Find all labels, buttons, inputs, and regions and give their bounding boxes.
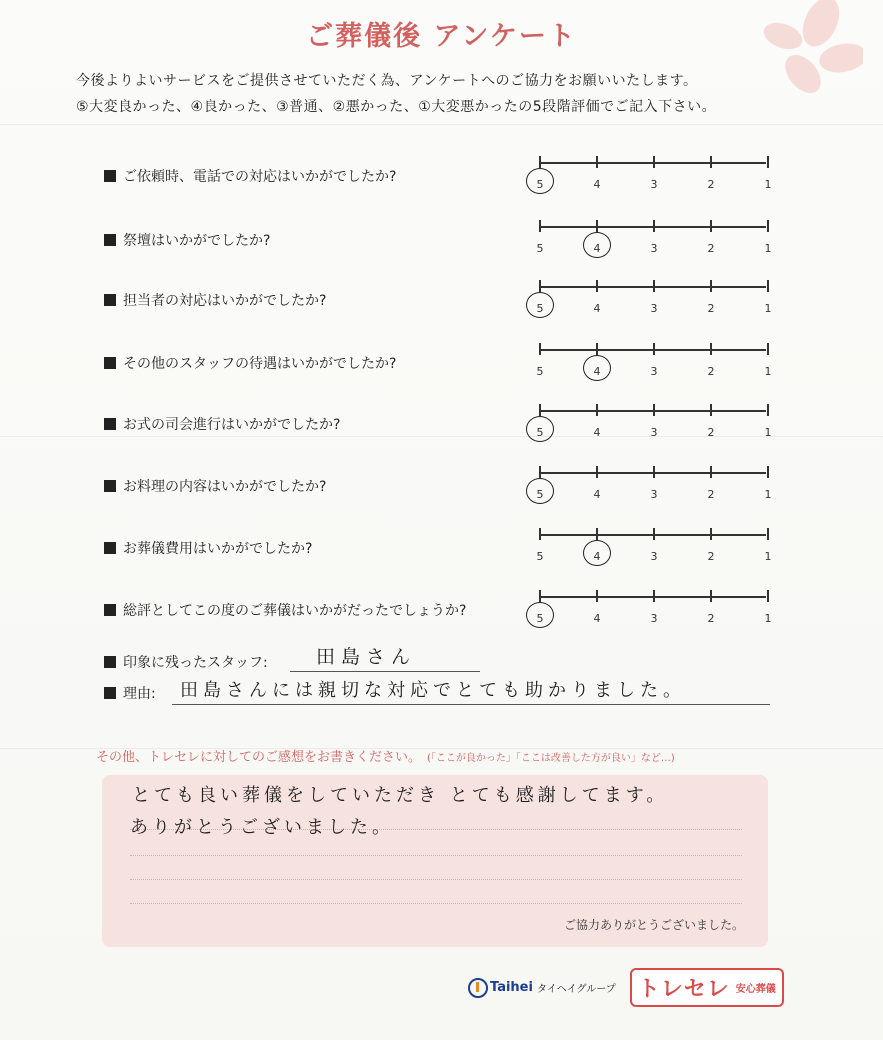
- question-text: 祭壇はいかがでしたか?: [123, 233, 271, 249]
- scale-number[interactable]: 1: [764, 242, 772, 255]
- question-text: ご依頼時、電話での対応はいかがでしたか?: [123, 169, 397, 185]
- reason-underline: [172, 704, 770, 705]
- scale-tick: [710, 404, 712, 416]
- scale-tick: [710, 528, 712, 540]
- question-3: [104, 290, 326, 310]
- selected-rating-circle: [583, 232, 611, 258]
- scale-number[interactable]: 2: [707, 365, 715, 378]
- rating-scale-2[interactable]: [526, 220, 786, 266]
- scale-number[interactable]: 4: [593, 365, 601, 378]
- scale-tick: [596, 280, 598, 292]
- scale-number[interactable]: 5: [536, 550, 544, 563]
- question-6: [104, 476, 326, 496]
- scale-number[interactable]: 4: [593, 426, 601, 439]
- scale-number[interactable]: 3: [650, 178, 658, 191]
- scale-number[interactable]: 3: [650, 612, 658, 625]
- reason-value[interactable]: 田島さんには親切な対応でとても助かりました。: [180, 680, 686, 701]
- scale-tick: [539, 220, 541, 232]
- torecele-brand: トレセレ: [637, 977, 730, 1002]
- scale-tick: [767, 343, 769, 355]
- scale-number[interactable]: 2: [707, 426, 715, 439]
- other-comments-hint: (「ここが良かった」「ここは改善した方が良い」など…): [427, 753, 675, 764]
- bullet-square-icon: [104, 357, 116, 369]
- scale-tick: [767, 156, 769, 168]
- torecele-sub: 安心葬儀: [735, 984, 776, 995]
- staff-field: [104, 652, 268, 672]
- intro-line-1: 今後よりよいサービスをご提供させていただく為、アンケートへのご協力をお願いいたします。: [76, 73, 698, 89]
- scale-tick: [596, 404, 598, 416]
- scale-tick: [653, 590, 655, 602]
- scale-number[interactable]: 4: [593, 550, 601, 563]
- scale-number[interactable]: 3: [650, 488, 658, 501]
- bullet-square-icon: [104, 687, 116, 699]
- question-text: お式の司会進行はいかがでしたか?: [123, 417, 341, 433]
- scale-number[interactable]: 2: [707, 242, 715, 255]
- scale-tick: [710, 343, 712, 355]
- question-text: お葬儀費用はいかがでしたか?: [123, 541, 313, 557]
- taihei-group: タイヘイグループ: [536, 984, 616, 995]
- scale-tick: [539, 466, 541, 478]
- comment-box[interactable]: [102, 775, 768, 947]
- scale-tick: [710, 280, 712, 292]
- scale-number[interactable]: 1: [764, 612, 772, 625]
- scale-number[interactable]: 1: [764, 178, 772, 191]
- scale-tick: [539, 280, 541, 292]
- taihei-logo: [468, 978, 616, 998]
- question-8: [104, 600, 466, 620]
- bullet-square-icon: [104, 234, 116, 246]
- scale-number[interactable]: 5: [536, 612, 544, 625]
- page-title: ご葬儀後 アンケート: [306, 21, 577, 52]
- staff-label: 印象に残ったスタッフ:: [123, 655, 268, 671]
- selected-rating-circle: [526, 478, 554, 504]
- selected-rating-circle: [526, 416, 554, 442]
- comment-line-2: ありがとうございました。: [130, 817, 394, 838]
- scale-number[interactable]: 5: [536, 365, 544, 378]
- scale-tick: [653, 466, 655, 478]
- bullet-square-icon: [104, 480, 116, 492]
- scale-tick: [539, 156, 541, 168]
- thanks-message: ご協力ありがとうございました。: [563, 918, 744, 932]
- question-text: 総評としてこの度のご葬儀はいかがだったでしょうか?: [123, 603, 467, 619]
- footer-logos: [468, 968, 784, 1007]
- scale-number[interactable]: 1: [764, 550, 772, 563]
- scale-number[interactable]: 5: [536, 426, 544, 439]
- scale-number[interactable]: 3: [650, 365, 658, 378]
- scale-number[interactable]: 4: [593, 178, 601, 191]
- comment-line-1: とても良い葬儀をしていただき とても感謝してます。: [132, 785, 669, 806]
- question-4: [104, 353, 396, 373]
- scale-tick: [653, 528, 655, 540]
- other-comments-label: [96, 746, 675, 765]
- selected-rating-circle: [526, 602, 554, 628]
- scale-tick: [653, 220, 655, 232]
- scale-number[interactable]: 4: [593, 242, 601, 255]
- scale-number[interactable]: 3: [650, 550, 658, 563]
- other-comments-title: その他、トレセレに対してのご感想をお書きください。: [96, 750, 422, 765]
- taihei-name: Taihei: [490, 980, 533, 995]
- bullet-square-icon: [104, 294, 116, 306]
- staff-underline: [290, 671, 480, 672]
- question-1: [104, 166, 396, 186]
- ruled-line: [130, 879, 742, 880]
- question-5: [104, 414, 340, 434]
- scale-tick: [653, 404, 655, 416]
- scale-tick: [539, 404, 541, 416]
- ruled-line: [130, 855, 742, 856]
- scale-number[interactable]: 1: [764, 365, 772, 378]
- question-text: 担当者の対応はいかがでしたか?: [123, 293, 327, 309]
- scale-tick: [539, 590, 541, 602]
- scale-tick: [596, 590, 598, 602]
- selected-rating-circle: [526, 292, 554, 318]
- bullet-square-icon: [104, 656, 116, 668]
- scale-tick: [767, 466, 769, 478]
- rating-scale-6[interactable]: [526, 466, 786, 512]
- scale-tick: [653, 343, 655, 355]
- scale-tick: [539, 528, 541, 540]
- bullet-square-icon: [104, 542, 116, 554]
- selected-rating-circle: [583, 540, 611, 566]
- scale-tick: [596, 156, 598, 168]
- scale-number[interactable]: 3: [650, 426, 658, 439]
- bullet-square-icon: [104, 418, 116, 430]
- scale-tick: [596, 343, 598, 355]
- scale-number[interactable]: 1: [764, 426, 772, 439]
- scale-number[interactable]: 4: [593, 612, 601, 625]
- scale-number[interactable]: 5: [536, 488, 544, 501]
- torecele-logo: [630, 968, 784, 1007]
- scale-tick: [710, 220, 712, 232]
- scale-tick: [767, 280, 769, 292]
- scale-tick: [767, 590, 769, 602]
- staff-value[interactable]: 田島さん: [316, 646, 417, 668]
- scale-number[interactable]: 5: [536, 302, 544, 315]
- scale-number[interactable]: 2: [707, 612, 715, 625]
- scale-tick: [710, 590, 712, 602]
- rating-scale-1[interactable]: [526, 156, 786, 202]
- question-7: [104, 538, 312, 558]
- scale-number[interactable]: 3: [650, 242, 658, 255]
- selected-rating-circle: [526, 168, 554, 194]
- scale-tick: [596, 220, 598, 232]
- rating-scale-4[interactable]: [526, 343, 786, 389]
- rating-scale-5[interactable]: [526, 404, 786, 450]
- scale-number[interactable]: 2: [707, 550, 715, 563]
- question-2: [104, 230, 270, 250]
- bullet-square-icon: [104, 170, 116, 182]
- ruled-line: [130, 903, 742, 904]
- scale-number[interactable]: 1: [764, 488, 772, 501]
- rating-scale-7[interactable]: [526, 528, 786, 574]
- question-text: お料理の内容はいかがでしたか?: [123, 479, 327, 495]
- scale-number[interactable]: 1: [764, 302, 772, 315]
- scale-tick: [767, 528, 769, 540]
- selected-rating-circle: [583, 355, 611, 381]
- scale-number[interactable]: 2: [707, 488, 715, 501]
- paper-fold: [0, 124, 883, 125]
- rating-scale-8[interactable]: [526, 590, 786, 636]
- question-text: その他のスタッフの待遇はいかがでしたか?: [123, 356, 397, 372]
- scale-tick: [710, 466, 712, 478]
- scale-number[interactable]: 2: [707, 178, 715, 191]
- taihei-mark-icon: [468, 978, 488, 998]
- bullet-square-icon: [104, 604, 116, 616]
- scale-tick: [653, 156, 655, 168]
- scale-number[interactable]: 3: [650, 302, 658, 315]
- scale-number[interactable]: 5: [536, 178, 544, 191]
- scale-tick: [596, 528, 598, 540]
- scale-tick: [767, 220, 769, 232]
- scale-tick: [767, 404, 769, 416]
- scale-number[interactable]: 2: [707, 302, 715, 315]
- scale-number[interactable]: 5: [536, 242, 544, 255]
- scale-number[interactable]: 4: [593, 302, 601, 315]
- rating-scale-3[interactable]: [526, 280, 786, 326]
- scale-tick: [596, 466, 598, 478]
- reason-label: 理由:: [123, 686, 156, 702]
- scale-number[interactable]: 4: [593, 488, 601, 501]
- scale-tick: [710, 156, 712, 168]
- reason-field: [104, 683, 156, 703]
- scale-tick: [653, 280, 655, 292]
- scale-tick: [539, 343, 541, 355]
- intro-line-2: ⑤大変良かった、④良かった、③普通、②悪かった、①大変悪かったの5段階評価でご記入下さい。: [76, 99, 717, 115]
